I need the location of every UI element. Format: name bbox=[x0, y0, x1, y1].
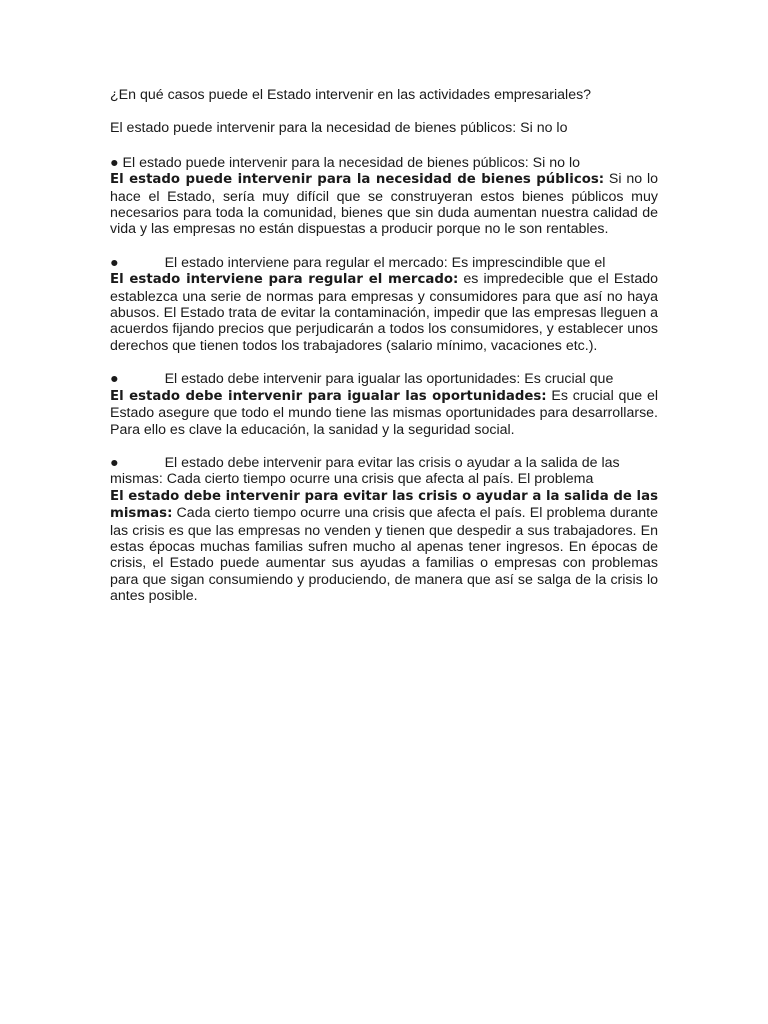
section-body: es impredecible que el Estado establezca una serie de normas para empresas y consumidores para que así no haya abusos. El Estado trata de evitar la contaminación, impedir que las empresas lleguen a acuerdos fijando precios que perjudicarán a todos los consumidores, y establecer unos derechos que tienen todos los trabajadores (salario mínimo, vacaciones etc.). bbox=[110, 271, 658, 354]
section-summary bbox=[110, 371, 658, 387]
bullet-icon: ● bbox=[110, 454, 119, 471]
section-heading: El estado debe intervenir para evitar las crisis o ayudar a la salida de las mismas: bbox=[110, 488, 658, 522]
bullet-icon: ● bbox=[110, 371, 119, 388]
section-summary bbox=[110, 255, 658, 271]
section-summary-text: El estado puede intervenir para la necesidad de bienes públicos: Si no lo bbox=[122, 154, 580, 171]
section-heading: El estado interviene para regular el mercado: bbox=[110, 272, 459, 288]
intro-line bbox=[110, 120, 658, 136]
section-summary-text: El estado interviene para regular el mercado: Es imprescindible que el bbox=[164, 254, 606, 271]
section-body: Cada cierto tiempo ocurre una crisis que afecta el país. El problema durante las crisis es que las empresas no venden y tienen que despedir a sus trabajadores. En estas épocas muchas familias sufren mucho al apenas tener ingresos. En épocas de crisis, el Estado puede aumentar sus ayudas a familias o empresas con problemas para que sigan consumiendo y produciendo, de manera que así se salga de la crisis lo antes posible. bbox=[110, 505, 658, 605]
section-summary-text: El estado debe intervenir para igualar las oportunidades: Es crucial que bbox=[164, 371, 614, 388]
section-paragraph bbox=[110, 271, 658, 354]
section-paragraph bbox=[110, 171, 658, 238]
section-public-goods bbox=[110, 155, 658, 238]
section-heading: El estado debe intervenir para igualar las oportunidades: bbox=[110, 388, 547, 404]
section-equal-opportunities bbox=[110, 371, 658, 438]
document-page bbox=[110, 87, 658, 622]
intro-lead: El estado puede intervenir para bbox=[110, 120, 308, 137]
intro-rest: la necesidad de bienes públicos: Si no lo bbox=[307, 120, 568, 137]
bullet-icon: ● bbox=[110, 154, 119, 171]
section-heading: El estado puede intervenir para la necesidad de bienes públicos: bbox=[110, 172, 605, 188]
question-heading: ¿En qué casos puede el Estado intervenir en las actividades empresariales? bbox=[110, 87, 592, 103]
section-paragraph bbox=[110, 388, 658, 438]
section-body: Si no lo hace el Estado, sería muy difícil que se construyeran estos bienes públicos muy necesarios para toda la comunidad, bienes que sin duda aumentan nuestra calidad de vida y las empresas no están dispuestas a producir porque no le son rentables. bbox=[110, 171, 658, 238]
section-summary bbox=[110, 455, 658, 471]
section-body: Es crucial que el Estado asegure que todo el mundo tiene las mismas oportunidades para desarrollarse. Para ello es clave la educación, la sanidad y la seguridad social. bbox=[110, 387, 658, 438]
section-summary-text: El estado debe intervenir para evitar las crisis o ayudar a la salida de las bbox=[164, 454, 620, 471]
section-avoid-crisis bbox=[110, 455, 658, 605]
bullet-icon: ● bbox=[110, 254, 119, 271]
section-summary-continued: mismas: Cada cierto tiempo ocurre una crisis que afecta al país. El problema bbox=[110, 471, 594, 488]
section-regulate-market bbox=[110, 255, 658, 354]
section-paragraph bbox=[110, 488, 658, 605]
section-summary bbox=[110, 155, 658, 171]
